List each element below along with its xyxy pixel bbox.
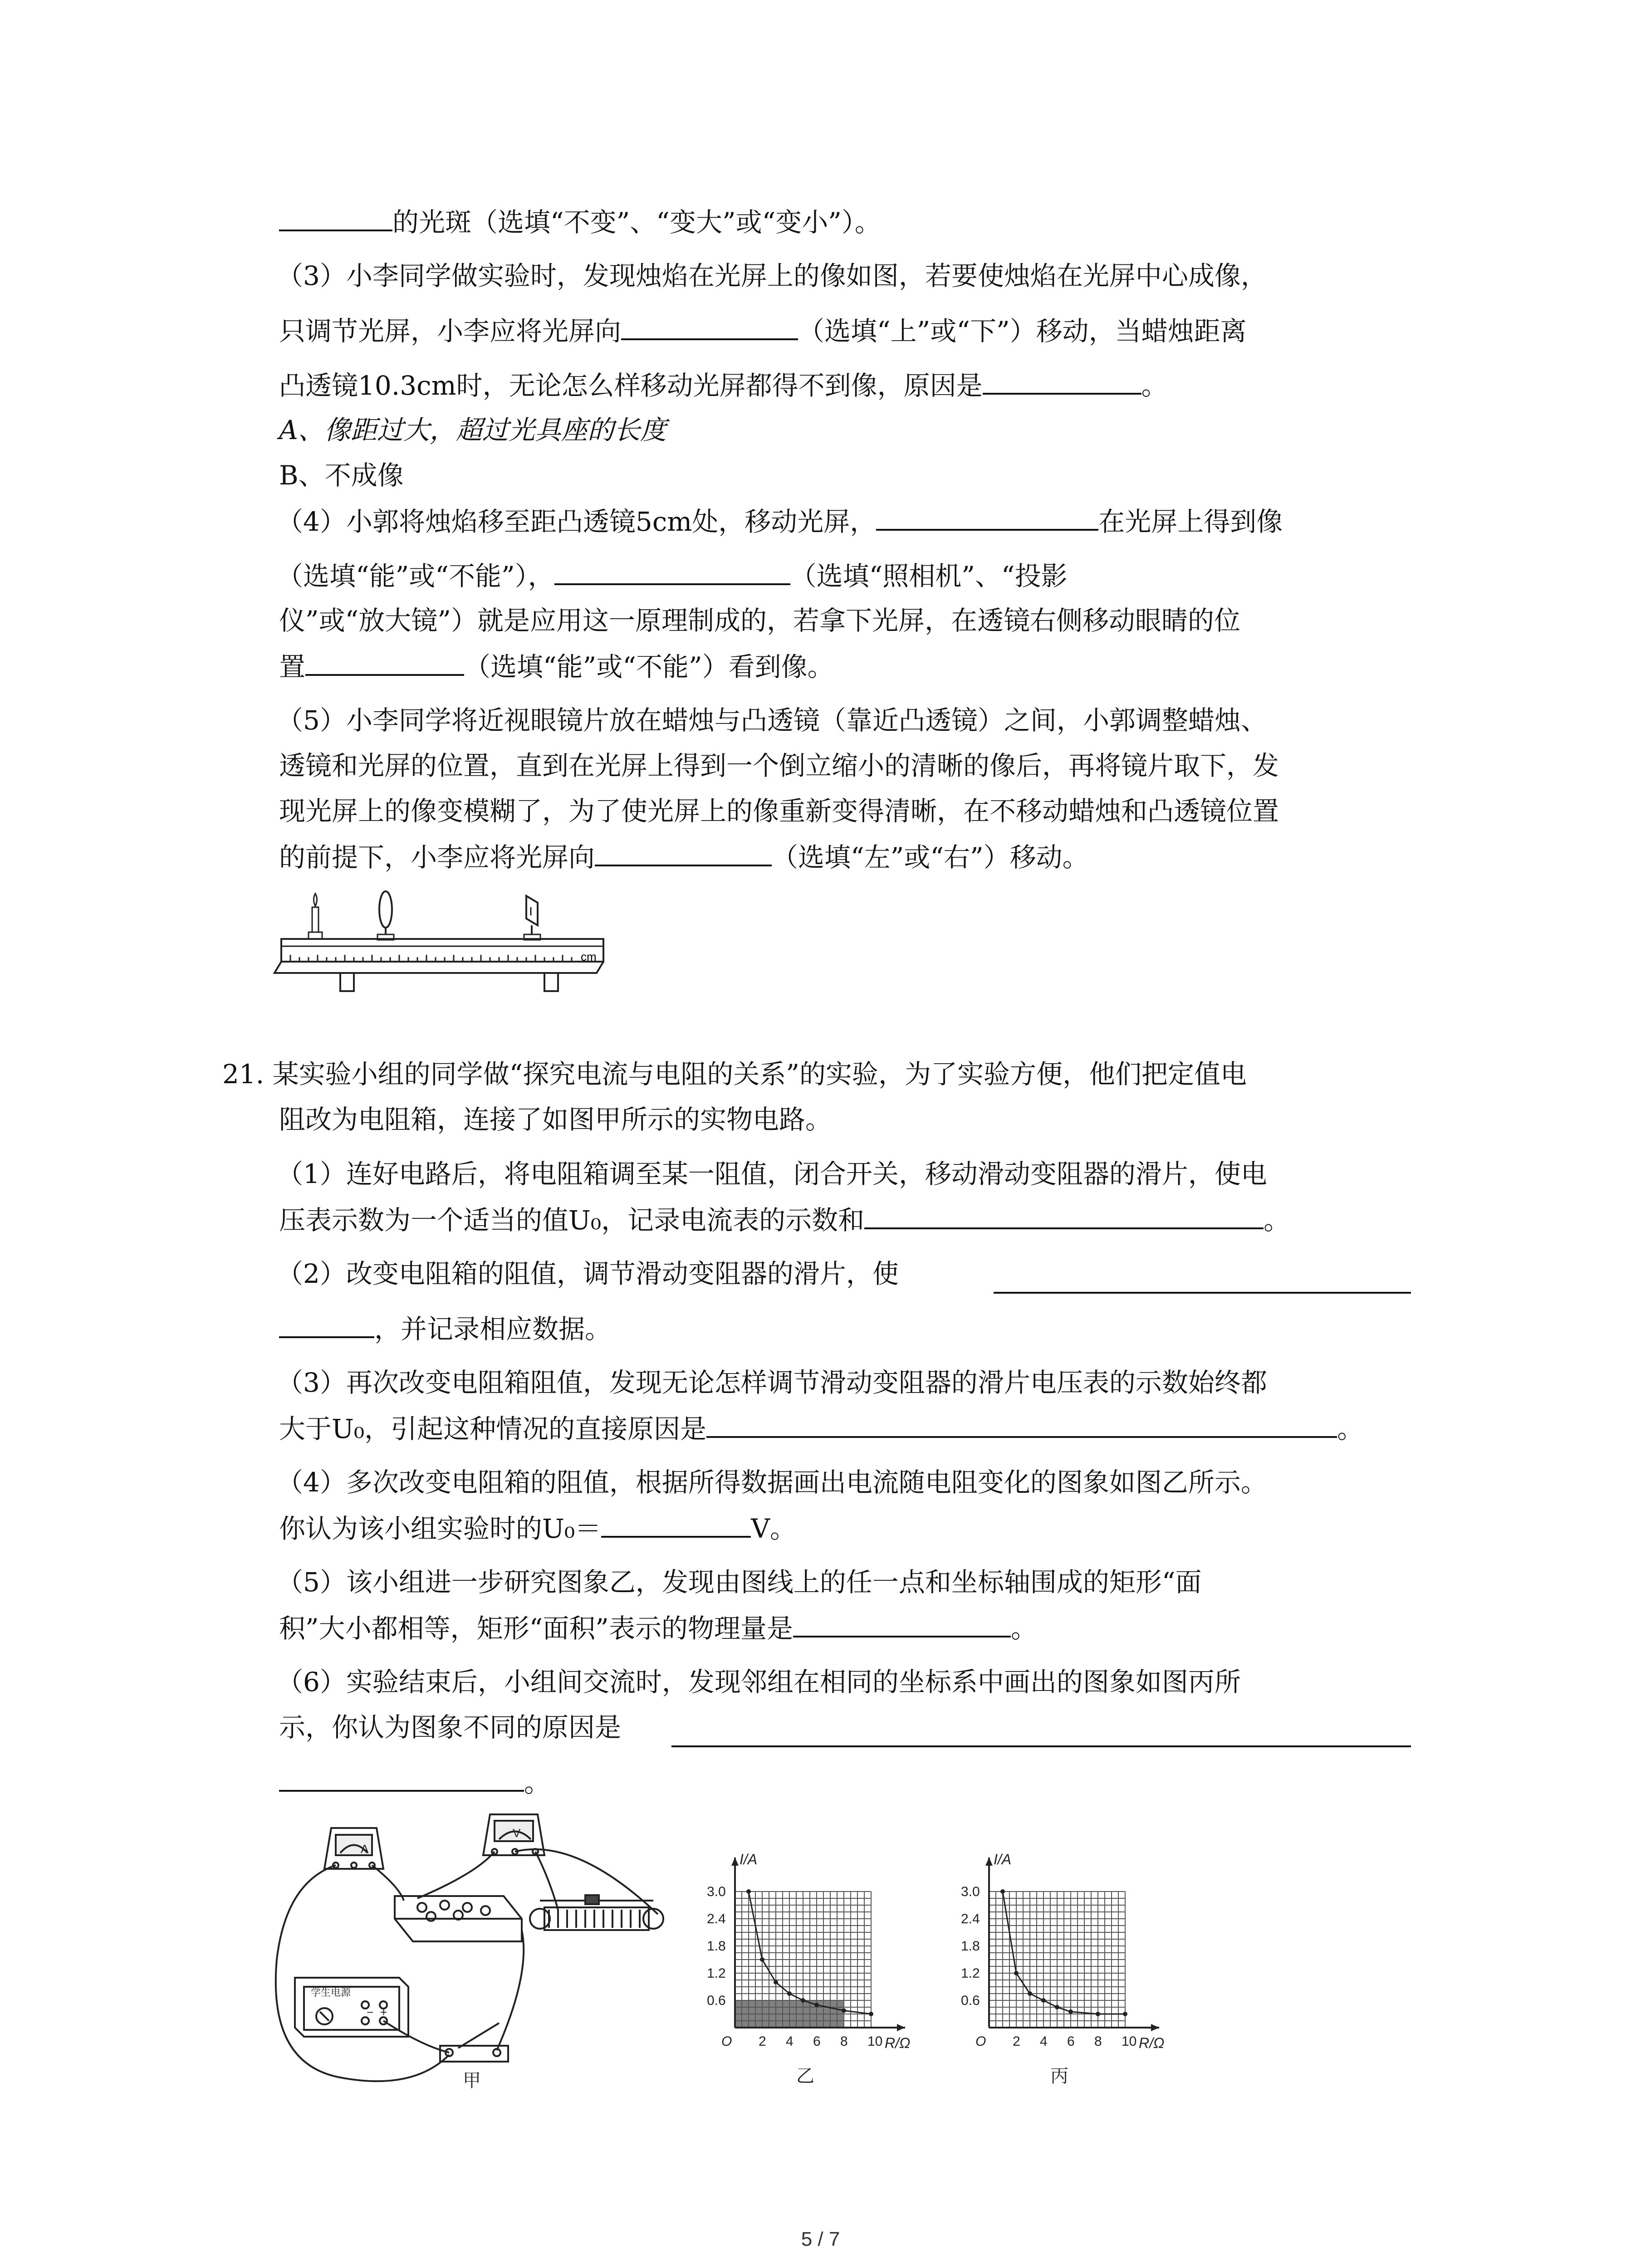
question-21-line-1: 21. 某实验小组的同学做“探究电流与电阻的关系”的实验，为了实验方便，他们把定值电 (222, 1059, 1247, 1090)
line-5: A、像距过大，超过光具座的长度 (279, 415, 666, 445)
blank-8[interactable] (864, 1201, 1264, 1229)
convex-lens-icon (377, 891, 394, 940)
line-29 (279, 1764, 550, 1801)
blank-12[interactable] (793, 1609, 1011, 1637)
graph-bing-point-2 (1028, 1991, 1032, 1996)
graph-yi-y-arrow (731, 1857, 739, 1866)
text-20: ，并记录相应数据。 (374, 1314, 612, 1344)
graph-yi-point-4 (801, 1998, 805, 2003)
blank-10[interactable] (706, 1410, 1337, 1438)
blank-4[interactable] (876, 503, 1098, 531)
svg-text:A: A (361, 1842, 369, 1856)
blank-3[interactable] (983, 367, 1141, 395)
graph-bing-y-tick-0: 0.6 (961, 1993, 980, 2008)
graph-bing-point-1 (1014, 1971, 1019, 1975)
graph-bing-x-tick-0: O (975, 2034, 986, 2049)
graph-yi-caption: 乙 (796, 2066, 814, 2086)
text-3b: （选填“上”或“下”）移动，当蜡烛距离 (798, 316, 1247, 347)
blank-9a[interactable] (994, 1266, 1411, 1294)
text-18b: 。 (1264, 1205, 1290, 1236)
candle-icon (309, 894, 322, 939)
line-6: B、不成像 (279, 460, 404, 491)
svg-text:V: V (513, 1826, 521, 1840)
graph-yi-y-tick-0: 0.6 (707, 1993, 726, 2008)
svg-text:−: − (367, 2005, 374, 2019)
text-22b: 。 (1337, 1413, 1364, 1444)
text-28: 示，你认为图象不同的原因是 (279, 1712, 622, 1743)
line-2: （3）小李同学做实验时，发现烛焰在光屏上的像如图，若要使烛焰在光屏中心成像， (277, 260, 1267, 291)
graph-yi-x-tick-1: 2 (759, 2034, 766, 2049)
ruler-ticks (290, 955, 572, 962)
graph-bing-x-label: R/Ω (1139, 2035, 1165, 2051)
graph-yi-point-0 (746, 1889, 751, 1894)
blank-13b[interactable] (279, 1764, 524, 1792)
text-1: 的光斑（选填“不变”、“变大”或“变小”）。 (392, 207, 881, 238)
line-9: 仪”或“放大镜”）就是应用这一原理制成的，若拿下光屏，在透镜右侧移动眼睛的位 (279, 605, 1240, 636)
graph-yi-point-3 (787, 1991, 792, 1996)
line-16: 阻改为电阻箱，连接了如图甲所示的实物电路。 (279, 1104, 832, 1135)
line-21: （3）再次改变电阻箱阻值，发现无论怎样调节滑动变阻器的滑片电压表的示数始终都 (277, 1367, 1267, 1398)
graph-yi-point-1 (760, 1957, 764, 1962)
text-26a: 积”大小都相等，矩形“面积”表示的物理量是 (279, 1613, 793, 1644)
graph-bing-point-4 (1055, 2005, 1059, 2009)
text-3a: 只调节光屏，小李应将光屏向 (279, 316, 622, 347)
text-14a: 的前提下，小李应将光屏向 (279, 842, 595, 873)
graph-yi-y-tick-4: 3.0 (707, 1884, 726, 1899)
graph-bing-y-tick-3: 2.4 (961, 1911, 980, 1926)
circuit-caption: 甲 (463, 2071, 481, 2091)
graph-yi-y-tick-3: 2.4 (707, 1911, 726, 1926)
graph-yi-x-tick-5: 10 (867, 2034, 883, 2049)
blank-11[interactable] (601, 1510, 751, 1538)
light-screen-icon (524, 896, 540, 940)
text-19: （2）改变电阻箱的阻值，调节滑动变阻器的滑片，使 (277, 1258, 899, 1289)
graph-bing-point-6 (1096, 2012, 1100, 2016)
graph-bing-point-3 (1041, 1998, 1046, 2003)
blank-5[interactable] (554, 557, 790, 585)
graph-yi-x-tick-2: 4 (786, 2034, 794, 2049)
graph-yi-x-label: R/Ω (885, 2035, 911, 2051)
blank-6[interactable] (305, 648, 464, 676)
line-4 (279, 367, 1168, 404)
graph-bing-y-arrow (985, 1857, 993, 1866)
graph-bing-x-tick-2: 4 (1040, 2034, 1048, 2049)
graph-bing-x-arrow (1151, 2024, 1159, 2031)
text-26b: 。 (1010, 1613, 1037, 1644)
line-10 (279, 648, 834, 685)
graph-bing-caption: 丙 (1050, 2066, 1068, 2086)
graph-bing-y-label: I/A (994, 1851, 1012, 1867)
graph-yi-x-tick-4: 8 (840, 2034, 848, 2049)
circuit-figure (268, 1810, 703, 2091)
text-8a: （选填“能”或“不能”）， (277, 561, 554, 591)
graph-yi-point-5 (814, 2003, 819, 2007)
ammeter-icon (324, 1828, 383, 1869)
graph-yi-point-2 (774, 1980, 778, 1984)
svg-text:+: + (380, 2005, 387, 2019)
blank-9b[interactable] (279, 1310, 374, 1338)
graph-yi-point-6 (842, 2009, 846, 2013)
line-8 (277, 557, 1068, 594)
text-10b: （选填“能”或“不能”）看到像。 (464, 651, 834, 682)
line-17: （1）连好电路后，将电阻箱调至某一阻值，闭合开关，移动滑动变阻器的滑片，使电 (277, 1158, 1267, 1189)
line-28 (279, 1709, 621, 1745)
text-22a: 大于U₀，引起这种情况的直接原因是 (279, 1413, 707, 1444)
graph-bing-x-tick-5: 10 (1122, 2034, 1137, 2049)
text-4b: 。 (1141, 370, 1168, 401)
graph-yi-y-tick-1: 1.2 (707, 1966, 726, 1981)
line-12: 透镜和光屏的位置，直到在光屏上得到一个倒立缩小的清晰的像后，再将镜片取下，发 (279, 750, 1279, 781)
optical-bench-figure (272, 889, 617, 998)
line-23: （4）多次改变电阻箱的阻值，根据所得数据画出电流随电阻变化的图象如图乙所示。 (277, 1467, 1267, 1498)
line-11: （5）小李同学将近视眼镜片放在蜡烛与凸透镜（靠近凸透镜）之间，小郭调整蜡烛、 (277, 705, 1267, 736)
graph-yi-y-tick-2: 1.8 (707, 1939, 726, 1954)
line-7 (277, 503, 1283, 540)
power-supply-label: 学生电源 (311, 1987, 351, 1998)
graph-bing-y-tick-1: 1.2 (961, 1966, 980, 1981)
line-20 (279, 1310, 611, 1347)
blank-1[interactable] (279, 203, 392, 231)
line-13: 现光屏上的像变模糊了，为了使光屏上的像重新变得清晰，在不移动蜡烛和凸透镜位置 (279, 796, 1279, 826)
graph-bing-y-tick-4: 3.0 (961, 1884, 980, 1899)
graph-bing-x-tick-1: 2 (1013, 2034, 1020, 2049)
resistance-box-icon (395, 1896, 522, 1941)
blank-2[interactable] (621, 312, 798, 340)
graph-bing-x-tick-4: 8 (1094, 2034, 1102, 2049)
graph-bing-point-7 (1123, 2012, 1127, 2016)
graph-bing-point-5 (1068, 2009, 1073, 2014)
graph-yi-x-tick-3: 6 (813, 2034, 821, 2049)
blank-13a[interactable] (671, 1719, 1411, 1747)
graph-bing-y-tick-2: 1.8 (961, 1939, 980, 1954)
line-1 (279, 203, 881, 240)
line-27: （6）实验结束后，小组间交流时，发现邻组在相同的坐标系中画出的图象如图丙所 (277, 1667, 1241, 1697)
graph-yi-chart (699, 1810, 953, 2100)
text-10a: 置 (279, 651, 306, 682)
line-26 (279, 1609, 1037, 1647)
text-7b: 在光屏上得到像 (1098, 506, 1283, 537)
graph-yi-shaded-area (735, 2000, 844, 2028)
line-24 (279, 1510, 796, 1547)
switch-icon (440, 2023, 508, 2062)
text-7a: （4）小郭将烛焰移至距凸透镜5cm处，移动光屏， (277, 506, 877, 537)
bench-unit-label: cm (581, 950, 597, 963)
text-24a: 你认为该小组实验时的U₀＝ (279, 1513, 602, 1544)
text-18a: 压表示数为一个适当的值U₀，记录电流表的示数和 (279, 1205, 865, 1236)
line-22 (279, 1410, 1363, 1447)
graph-yi-y-label: I/A (740, 1851, 758, 1867)
text-4a: 凸透镜10.3cm时，无论怎么样移动光屏都得不到像，原因是 (279, 370, 983, 401)
line-18 (279, 1201, 1290, 1238)
line-19 (277, 1256, 899, 1292)
text-8b: （选填“照相机”、“投影 (790, 561, 1068, 591)
graph-bing-chart (953, 1810, 1207, 2100)
text-29: 。 (524, 1767, 551, 1798)
line-3 (279, 312, 1247, 349)
graph-bing-x-tick-3: 6 (1067, 2034, 1075, 2049)
graph-yi-x-tick-0: O (721, 2034, 732, 2049)
graph-bing-point-0 (1000, 1889, 1005, 1894)
text-24b: V。 (751, 1513, 797, 1544)
page-number: 5 / 7 (801, 2228, 840, 2250)
line-25: （5）该小组进一步研究图象乙，发现由图线上的任一点和坐标轴围成的矩形“面 (277, 1567, 1202, 1598)
blank-7[interactable] (595, 838, 772, 866)
graph-yi-point-7 (869, 2012, 873, 2016)
text-14b: （选填“左”或“右”）移动。 (772, 842, 1089, 873)
graph-yi-x-arrow (897, 2024, 905, 2031)
line-14 (279, 838, 1089, 875)
